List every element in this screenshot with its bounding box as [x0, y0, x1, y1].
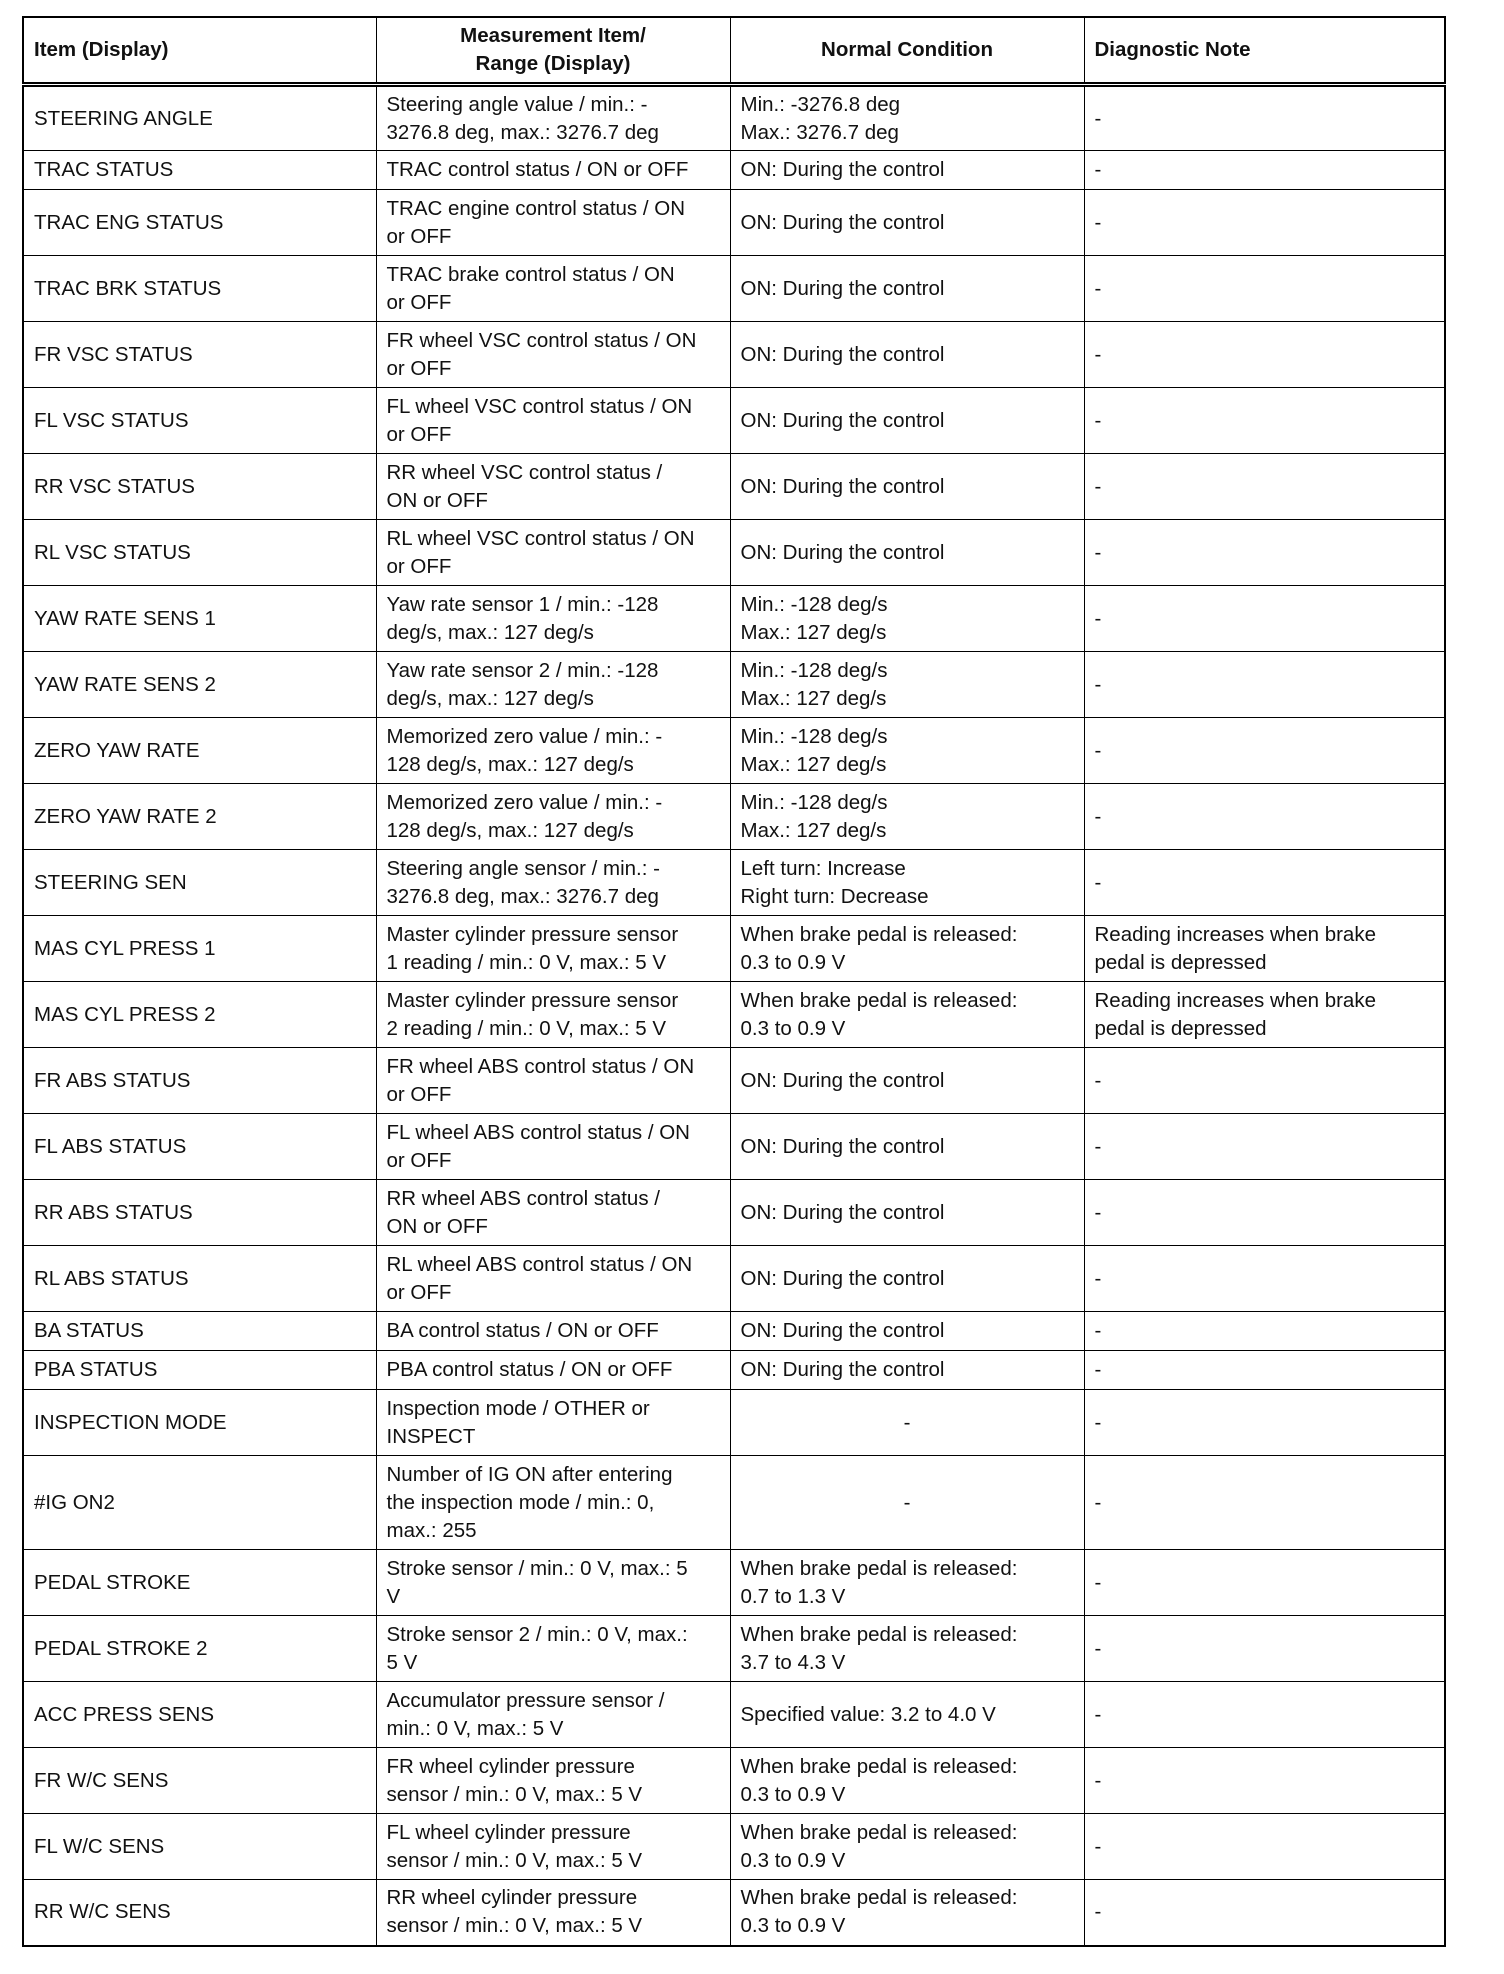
cell-measurement-line: BA control status / ON or OFF [386, 1319, 659, 1342]
cell-diagnostic-note [1084, 454, 1445, 520]
cell-measurement-line: or OFF [386, 1280, 452, 1304]
cell-measurement-line: Memorized zero value / min.: - [386, 724, 663, 748]
cell-item: RL VSC STATUS [23, 520, 376, 586]
table-row [23, 1748, 1445, 1814]
cell-measurement-line: or OFF [386, 1148, 452, 1172]
cell-item: TRAC ENG STATUS [23, 190, 376, 256]
cell-measurement [376, 1814, 730, 1880]
cell-normal-condition [730, 1682, 1084, 1748]
cell-measurement-line: ON or OFF [386, 488, 488, 512]
cell-item: ZERO YAW RATE [23, 718, 376, 784]
cell-item: FR W/C SENS [23, 1748, 376, 1814]
cell-diagnostic-note [1084, 1550, 1445, 1616]
cell-measurement [376, 1550, 730, 1616]
cell-measurement [376, 190, 730, 256]
cell-measurement-line: 3276.8 deg, max.: 3276.7 deg [386, 884, 659, 908]
cell-diagnostic-note [1084, 1114, 1445, 1180]
table-row [23, 256, 1445, 322]
table-row [23, 586, 1445, 652]
cell-normal-condition [730, 1616, 1084, 1682]
cell-diagnostic-note-line: - [1094, 408, 1102, 432]
cell-diagnostic-note [1084, 982, 1445, 1048]
cell-diagnostic-note [1084, 1048, 1445, 1114]
cell-normal-condition [730, 1351, 1084, 1390]
cell-diagnostic-note-line: - [1094, 606, 1102, 630]
cell-diagnostic-note-line: - [1094, 158, 1102, 181]
cell-measurement-line: 1 reading / min.: 0 V, max.: 5 V [386, 950, 667, 974]
cell-measurement-line: RL wheel ABS control status / ON [386, 1252, 693, 1276]
cell-normal-condition-line: - [903, 1410, 911, 1434]
cell-measurement-line: 5 V [386, 1650, 418, 1674]
cell-normal-condition [730, 784, 1084, 850]
cell-item: STEERING ANGLE [23, 85, 376, 151]
header-item: Item (Display) [23, 17, 376, 85]
cell-diagnostic-note-line: - [1094, 210, 1102, 234]
cell-measurement-line: RL wheel VSC control status / ON [386, 526, 695, 550]
cell-normal-condition [730, 850, 1084, 916]
cell-measurement-line: TRAC brake control status / ON [386, 262, 675, 286]
cell-diagnostic-note [1084, 256, 1445, 322]
cell-item: YAW RATE SENS 1 [23, 586, 376, 652]
cell-normal-condition-line: ON: During the control [740, 474, 945, 498]
cell-measurement-line: Memorized zero value / min.: - [386, 790, 663, 814]
cell-normal-condition [730, 1880, 1084, 1946]
cell-measurement [376, 718, 730, 784]
cell-item: INSPECTION MODE [23, 1390, 376, 1456]
cell-normal-condition [730, 586, 1084, 652]
cell-measurement-line: FL wheel cylinder pressure [386, 1820, 631, 1844]
cell-measurement [376, 85, 730, 151]
cell-item: FL W/C SENS [23, 1814, 376, 1880]
table-row [23, 718, 1445, 784]
cell-diagnostic-note-line: - [1094, 540, 1102, 564]
table-row [23, 1180, 1445, 1246]
cell-measurement-line: FR wheel cylinder pressure [386, 1754, 635, 1778]
cell-diagnostic-note-line: - [1094, 738, 1102, 762]
cell-diagnostic-note-line: pedal is depressed [1094, 950, 1267, 974]
table-row [23, 1390, 1445, 1456]
cell-normal-condition-line: ON: During the control [740, 1319, 945, 1342]
cell-normal-condition-line: 0.3 to 0.9 V [740, 1848, 846, 1872]
table-row [23, 520, 1445, 586]
cell-normal-condition-line: Min.: -128 deg/s [740, 724, 888, 748]
cell-measurement [376, 586, 730, 652]
cell-diagnostic-note-line: - [1094, 1319, 1102, 1342]
cell-item: FR VSC STATUS [23, 322, 376, 388]
cell-diagnostic-note [1084, 1351, 1445, 1390]
cell-item: RL ABS STATUS [23, 1246, 376, 1312]
cell-measurement-line: 3276.8 deg, max.: 3276.7 deg [386, 120, 659, 144]
table-row [23, 1246, 1445, 1312]
table-row [23, 652, 1445, 718]
cell-diagnostic-note [1084, 850, 1445, 916]
cell-diagnostic-note [1084, 1748, 1445, 1814]
cell-normal-condition-line: Max.: 127 deg/s [740, 620, 887, 644]
cell-measurement-line: Master cylinder pressure sensor [386, 922, 679, 946]
cell-measurement-line: ON or OFF [386, 1214, 488, 1238]
cell-normal-condition [730, 1390, 1084, 1456]
cell-normal-condition-line: ON: During the control [740, 1358, 945, 1381]
cell-measurement [376, 322, 730, 388]
cell-normal-condition-line: 0.3 to 0.9 V [740, 1016, 846, 1040]
data-list-table [22, 16, 1446, 1947]
header-measurement [376, 17, 730, 85]
cell-normal-condition [730, 388, 1084, 454]
cell-normal-condition-line: 3.7 to 4.3 V [740, 1650, 846, 1674]
cell-diagnostic-note-line: pedal is depressed [1094, 1016, 1267, 1040]
cell-normal-condition-line: Min.: -3276.8 deg [740, 92, 901, 116]
cell-item: FL ABS STATUS [23, 1114, 376, 1180]
cell-item: ZERO YAW RATE 2 [23, 784, 376, 850]
cell-measurement [376, 850, 730, 916]
cell-normal-condition [730, 1180, 1084, 1246]
cell-diagnostic-note [1084, 916, 1445, 982]
table-row [23, 1048, 1445, 1114]
cell-normal-condition [730, 718, 1084, 784]
table-body [23, 85, 1445, 1946]
cell-item: #IG ON2 [23, 1456, 376, 1550]
cell-measurement [376, 1390, 730, 1456]
cell-measurement-line: RR wheel ABS control status / [386, 1186, 660, 1210]
cell-normal-condition [730, 652, 1084, 718]
cell-measurement [376, 916, 730, 982]
cell-diagnostic-note-line: - [1094, 1358, 1102, 1381]
cell-measurement [376, 1114, 730, 1180]
cell-normal-condition-line: 0.7 to 1.3 V [740, 1584, 846, 1608]
cell-normal-condition-line: When brake pedal is released: [740, 1754, 1018, 1778]
cell-measurement [376, 256, 730, 322]
table-row [23, 190, 1445, 256]
cell-measurement-line: Steering angle sensor / min.: - [386, 856, 660, 880]
cell-normal-condition-line: ON: During the control [740, 1068, 945, 1092]
table-row [23, 1351, 1445, 1390]
cell-diagnostic-note [1084, 1390, 1445, 1456]
header-measurement-line-1: Measurement Item/ [460, 24, 646, 47]
cell-normal-condition-line: When brake pedal is released: [740, 922, 1018, 946]
cell-measurement [376, 982, 730, 1048]
cell-normal-condition-line: Min.: -128 deg/s [740, 592, 888, 616]
cell-measurement-line: min.: 0 V, max.: 5 V [386, 1716, 564, 1740]
cell-normal-condition-line: Max.: 127 deg/s [740, 752, 887, 776]
cell-measurement-line: PBA control status / ON or OFF [386, 1358, 673, 1381]
cell-diagnostic-note-line: - [1094, 1490, 1102, 1514]
cell-item: RR ABS STATUS [23, 1180, 376, 1246]
cell-measurement-line: Master cylinder pressure sensor [386, 988, 679, 1012]
cell-measurement-line: 128 deg/s, max.: 127 deg/s [386, 752, 634, 776]
cell-measurement-line: or OFF [386, 1082, 452, 1106]
cell-normal-condition [730, 151, 1084, 190]
cell-measurement [376, 1312, 730, 1351]
table-row [23, 1880, 1445, 1946]
table-row [23, 784, 1445, 850]
cell-normal-condition [730, 1748, 1084, 1814]
cell-diagnostic-note [1084, 322, 1445, 388]
cell-normal-condition [730, 1814, 1084, 1880]
table-row [23, 1550, 1445, 1616]
cell-measurement [376, 1880, 730, 1946]
cell-diagnostic-note-line: Reading increases when brake [1094, 922, 1376, 946]
header-measurement-line-2: Range (Display) [475, 52, 631, 75]
cell-measurement-line: FR wheel VSC control status / ON [386, 328, 697, 352]
cell-diagnostic-note [1084, 1312, 1445, 1351]
cell-measurement-line: Stroke sensor / min.: 0 V, max.: 5 [386, 1556, 688, 1580]
cell-measurement [376, 151, 730, 190]
table-row [23, 1114, 1445, 1180]
cell-diagnostic-note-line: - [1094, 1702, 1102, 1726]
cell-item: FR ABS STATUS [23, 1048, 376, 1114]
cell-measurement [376, 1180, 730, 1246]
cell-measurement-line: Inspection mode / OTHER or [386, 1396, 650, 1420]
cell-diagnostic-note-line: - [1094, 276, 1102, 300]
cell-measurement-line: max.: 255 [386, 1518, 477, 1542]
cell-measurement-line: Steering angle value / min.: - [386, 92, 648, 116]
cell-diagnostic-note [1084, 520, 1445, 586]
cell-item: RR VSC STATUS [23, 454, 376, 520]
cell-normal-condition-line: ON: During the control [740, 1134, 945, 1158]
cell-item: TRAC STATUS [23, 151, 376, 190]
cell-normal-condition-line: ON: During the control [740, 276, 945, 300]
cell-measurement-line: Stroke sensor 2 / min.: 0 V, max.: [386, 1622, 688, 1646]
table-row [23, 916, 1445, 982]
cell-normal-condition-line: When brake pedal is released: [740, 1622, 1018, 1646]
cell-normal-condition [730, 1114, 1084, 1180]
cell-normal-condition [730, 1048, 1084, 1114]
cell-diagnostic-note [1084, 1682, 1445, 1748]
cell-measurement-line: 128 deg/s, max.: 127 deg/s [386, 818, 634, 842]
cell-item: RR W/C SENS [23, 1880, 376, 1946]
table-row [23, 322, 1445, 388]
cell-normal-condition [730, 190, 1084, 256]
cell-measurement-line: sensor / min.: 0 V, max.: 5 V [386, 1782, 643, 1806]
header-normal-condition: Normal Condition [730, 17, 1084, 85]
cell-item: PBA STATUS [23, 1351, 376, 1390]
cell-measurement-line: Number of IG ON after entering [386, 1462, 673, 1486]
cell-diagnostic-note [1084, 586, 1445, 652]
cell-normal-condition-line: ON: During the control [740, 158, 945, 181]
cell-diagnostic-note [1084, 718, 1445, 784]
cell-measurement-line: or OFF [386, 356, 452, 380]
cell-measurement-line: FL wheel VSC control status / ON [386, 394, 693, 418]
cell-normal-condition-line: Max.: 127 deg/s [740, 818, 887, 842]
table-row [23, 1616, 1445, 1682]
cell-measurement-line: sensor / min.: 0 V, max.: 5 V [386, 1914, 643, 1938]
cell-measurement-line: or OFF [386, 554, 452, 578]
cell-diagnostic-note [1084, 388, 1445, 454]
cell-measurement-line: deg/s, max.: 127 deg/s [386, 686, 594, 710]
cell-item: YAW RATE SENS 2 [23, 652, 376, 718]
table-row [23, 1814, 1445, 1880]
cell-measurement [376, 388, 730, 454]
cell-measurement-line: 2 reading / min.: 0 V, max.: 5 V [386, 1016, 667, 1040]
cell-measurement-line: the inspection mode / min.: 0, [386, 1490, 655, 1514]
table-row [23, 1682, 1445, 1748]
cell-item: PEDAL STROKE [23, 1550, 376, 1616]
cell-diagnostic-note-line: - [1094, 1200, 1102, 1224]
cell-diagnostic-note [1084, 1456, 1445, 1550]
cell-diagnostic-note [1084, 151, 1445, 190]
cell-measurement-line: Accumulator pressure sensor / [386, 1688, 665, 1712]
cell-normal-condition [730, 454, 1084, 520]
cell-measurement-line: sensor / min.: 0 V, max.: 5 V [386, 1848, 643, 1872]
cell-normal-condition-line: ON: During the control [740, 540, 945, 564]
table-row [23, 1456, 1445, 1550]
cell-normal-condition-line: 0.3 to 0.9 V [740, 1914, 846, 1938]
cell-diagnostic-note-line: - [1094, 672, 1102, 696]
cell-normal-condition-line: When brake pedal is released: [740, 1556, 1018, 1580]
cell-diagnostic-note-line: - [1094, 1900, 1102, 1924]
cell-measurement-line: TRAC engine control status / ON [386, 196, 686, 220]
cell-diagnostic-note [1084, 1616, 1445, 1682]
cell-normal-condition [730, 1312, 1084, 1351]
cell-normal-condition-line: Left turn: Increase [740, 856, 906, 880]
cell-measurement-line: or OFF [386, 422, 452, 446]
table-row [23, 85, 1445, 151]
cell-item: BA STATUS [23, 1312, 376, 1351]
cell-normal-condition-line: Min.: -128 deg/s [740, 790, 888, 814]
cell-normal-condition-line: - [903, 1490, 911, 1514]
table-row [23, 982, 1445, 1048]
cell-item: PEDAL STROKE 2 [23, 1616, 376, 1682]
cell-diagnostic-note [1084, 85, 1445, 151]
table-row [23, 850, 1445, 916]
cell-normal-condition-line: ON: During the control [740, 1200, 945, 1224]
cell-diagnostic-note-line: - [1094, 474, 1102, 498]
cell-item: STEERING SEN [23, 850, 376, 916]
cell-measurement-line: Yaw rate sensor 2 / min.: -128 [386, 658, 659, 682]
cell-measurement [376, 1048, 730, 1114]
cell-measurement [376, 1246, 730, 1312]
cell-diagnostic-note-line: - [1094, 804, 1102, 828]
data-list-page [22, 16, 1444, 1947]
cell-item: MAS CYL PRESS 2 [23, 982, 376, 1048]
cell-measurement-line: or OFF [386, 290, 452, 314]
cell-measurement [376, 784, 730, 850]
cell-normal-condition [730, 982, 1084, 1048]
cell-measurement-line: FR wheel ABS control status / ON [386, 1054, 695, 1078]
cell-measurement-line: RR wheel VSC control status / [386, 460, 663, 484]
cell-item: FL VSC STATUS [23, 388, 376, 454]
cell-normal-condition-line: 0.3 to 0.9 V [740, 950, 846, 974]
cell-diagnostic-note [1084, 1180, 1445, 1246]
cell-normal-condition-line: When brake pedal is released: [740, 1886, 1018, 1910]
cell-measurement [376, 1456, 730, 1550]
cell-diagnostic-note [1084, 652, 1445, 718]
cell-measurement-line: V [386, 1584, 401, 1608]
cell-normal-condition-line: Max.: 3276.7 deg [740, 120, 899, 144]
cell-normal-condition [730, 85, 1084, 151]
cell-normal-condition-line: Min.: -128 deg/s [740, 658, 888, 682]
cell-diagnostic-note-line: - [1094, 1768, 1102, 1792]
cell-measurement-line: or OFF [386, 224, 452, 248]
cell-diagnostic-note-line: Reading increases when brake [1094, 988, 1376, 1012]
header-diagnostic-note: Diagnostic Note [1084, 17, 1445, 85]
cell-normal-condition-line: Max.: 127 deg/s [740, 686, 887, 710]
cell-diagnostic-note-line: - [1094, 1134, 1102, 1158]
cell-diagnostic-note [1084, 190, 1445, 256]
table-row [23, 454, 1445, 520]
table-row [23, 388, 1445, 454]
cell-diagnostic-note-line: - [1094, 342, 1102, 366]
cell-measurement [376, 454, 730, 520]
cell-diagnostic-note [1084, 1814, 1445, 1880]
cell-measurement [376, 1748, 730, 1814]
cell-normal-condition [730, 322, 1084, 388]
cell-normal-condition [730, 1246, 1084, 1312]
cell-normal-condition [730, 1550, 1084, 1616]
table-header-row [23, 17, 1445, 85]
cell-diagnostic-note [1084, 784, 1445, 850]
cell-normal-condition-line: Specified value: 3.2 to 4.0 V [740, 1702, 996, 1726]
cell-diagnostic-note [1084, 1880, 1445, 1946]
cell-diagnostic-note [1084, 1246, 1445, 1312]
cell-normal-condition [730, 1456, 1084, 1550]
cell-measurement-line: deg/s, max.: 127 deg/s [386, 620, 594, 644]
cell-measurement [376, 520, 730, 586]
cell-measurement-line: TRAC control status / ON or OFF [386, 158, 689, 181]
cell-diagnostic-note-line: - [1094, 106, 1102, 130]
cell-item: TRAC BRK STATUS [23, 256, 376, 322]
cell-normal-condition-line: ON: During the control [740, 408, 945, 432]
cell-measurement [376, 652, 730, 718]
cell-normal-condition-line: ON: During the control [740, 342, 945, 366]
cell-normal-condition [730, 916, 1084, 982]
cell-diagnostic-note-line: - [1094, 1636, 1102, 1660]
cell-measurement-line: RR wheel cylinder pressure [386, 1886, 638, 1910]
cell-diagnostic-note-line: - [1094, 870, 1102, 894]
cell-normal-condition [730, 256, 1084, 322]
cell-normal-condition-line: ON: During the control [740, 1266, 945, 1290]
cell-diagnostic-note-line: - [1094, 1834, 1102, 1858]
cell-measurement [376, 1682, 730, 1748]
cell-measurement-line: Yaw rate sensor 1 / min.: -128 [386, 592, 659, 616]
cell-normal-condition-line: Right turn: Decrease [740, 884, 929, 908]
cell-item: MAS CYL PRESS 1 [23, 916, 376, 982]
cell-measurement [376, 1351, 730, 1390]
cell-diagnostic-note-line: - [1094, 1570, 1102, 1594]
cell-diagnostic-note-line: - [1094, 1068, 1102, 1092]
cell-measurement-line: INSPECT [386, 1424, 476, 1448]
cell-normal-condition-line: When brake pedal is released: [740, 988, 1018, 1012]
cell-normal-condition-line: When brake pedal is released: [740, 1820, 1018, 1844]
cell-normal-condition-line: ON: During the control [740, 210, 945, 234]
cell-measurement [376, 1616, 730, 1682]
cell-diagnostic-note-line: - [1094, 1410, 1102, 1434]
cell-measurement-line: FL wheel ABS control status / ON [386, 1120, 690, 1144]
table-row [23, 151, 1445, 190]
cell-normal-condition-line: 0.3 to 0.9 V [740, 1782, 846, 1806]
cell-item: ACC PRESS SENS [23, 1682, 376, 1748]
cell-diagnostic-note-line: - [1094, 1266, 1102, 1290]
table-row [23, 1312, 1445, 1351]
cell-normal-condition [730, 520, 1084, 586]
